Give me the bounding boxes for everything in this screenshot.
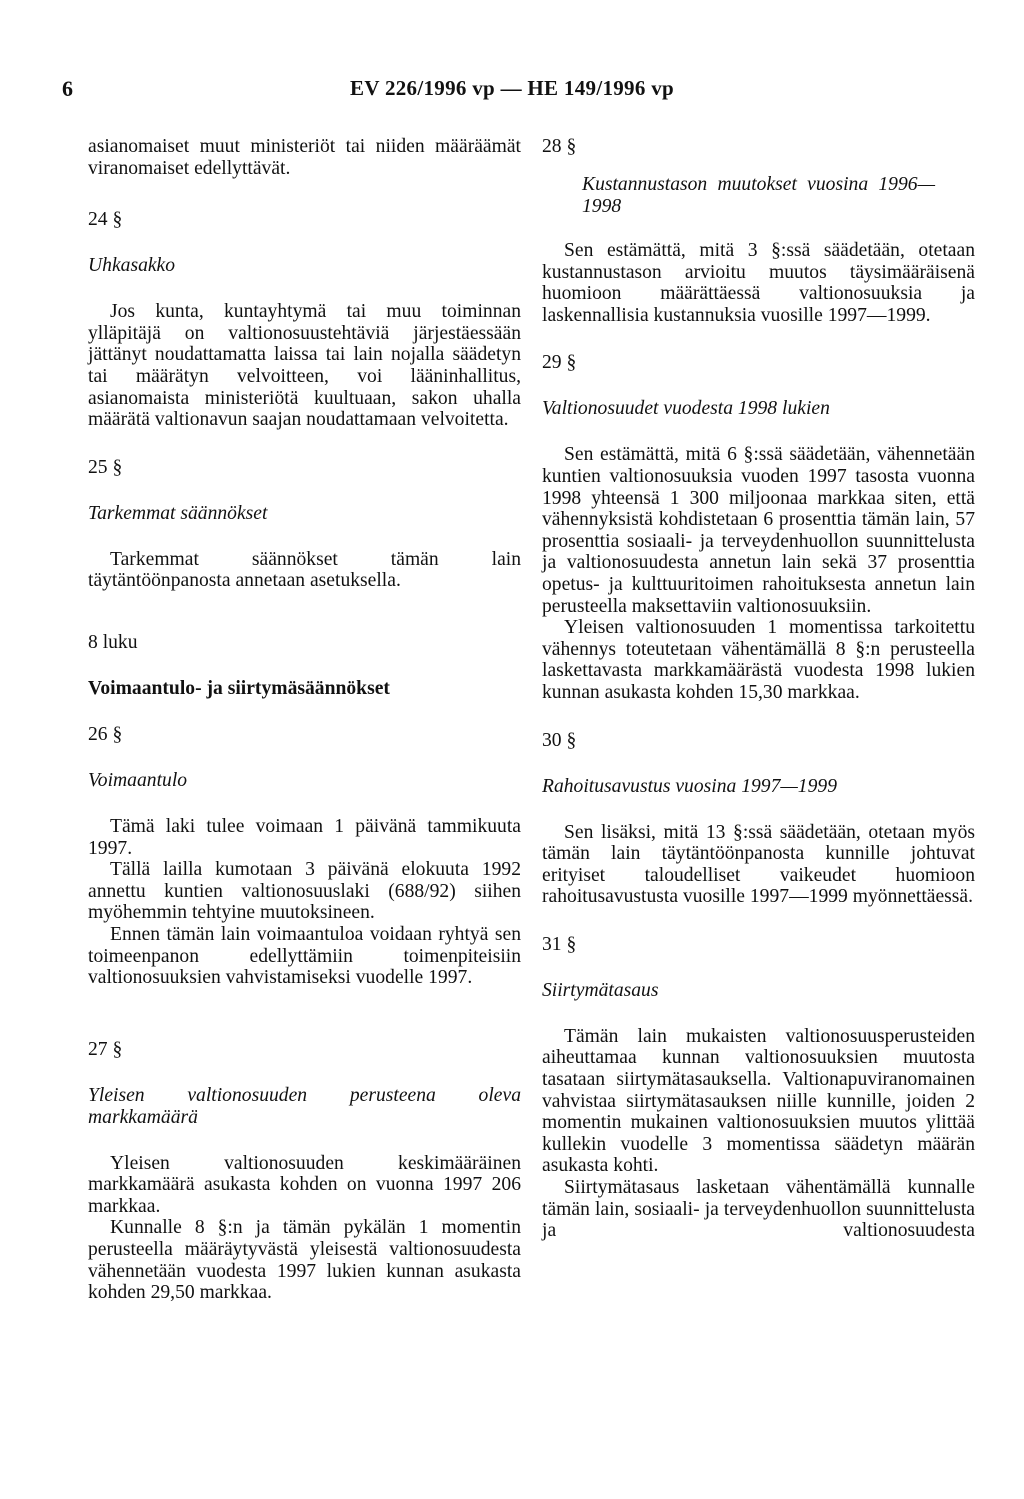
section-28-number: 28 § <box>542 136 577 157</box>
section-27-paragraph-1: Yleisen valtionosuuden keskimääräinen markkamäärä asukasta kohden on vuonna 1997 206 markkaa. <box>88 1152 521 1217</box>
chapter-number: 8 luku <box>88 631 138 653</box>
section-30-title: Rahoitusavustus vuosina 1997—1999 <box>542 775 837 797</box>
section-31-paragraph-1: Tämän lain mukaisten valtionosuusperusteiden aiheuttamaa kunnan valtionosuuksien muutosta tasataan siirtymätasauksella. Valtionapuviranomainen vahvistaa siirtymätasauksen niille kunnille, joiden 2 momentin mukainen valtionosuuksien muutos ylittää kullekin vuodelle 3 momentissa säädetyn määrän asukasta kohti. <box>542 1025 975 1177</box>
section-29-number: 29 § <box>542 352 577 374</box>
section-29-paragraph-1: Sen estämättä, mitä 6 §:ssä säädetään, vähennetään kuntien valtionosuuksia vuoden 1997 tasosta vuonna 1998 yhteensä 1 300 miljoonaa markkaa siten, että vähennyksistä kohdistetaan 6 prosenttia tämän lain, 57 prosenttia sosiaali- ja terveydenhuollon suunnittelusta ja valtionosuudesta annetun lain sekä 37 prosenttia opetus- ja kulttuuritoimen rahoituksesta annetun lain perusteella maksettaviin valtionosuuksiin. <box>542 444 975 617</box>
section-24-number: 24 § <box>88 209 123 231</box>
section-28-paragraph: Sen estämättä, mitä 3 §:ssä säädetään, otetaan kustannustason arvioitu muutos täysimääräisenä huomioon määrättäessä valtionosuuksia ja laskennallisia kustannuksia vuosille 1997—1999. <box>542 240 975 326</box>
section-28-title: Kustannustason muutokset vuosina 1996—1998 <box>582 174 935 217</box>
chapter-title: Voimaantulo- ja siirtymäsäännökset <box>88 677 390 699</box>
section-25-paragraph: Tarkemmat säännökset tämän lain täytäntöönpanosta annetaan asetuksella. <box>88 548 521 592</box>
left-column <box>88 136 521 1304</box>
section-27-number: 27 § <box>88 1038 123 1060</box>
section-29-paragraph-2: Yleisen valtionosuuden 1 momentissa tarkoitettu vähennys toteutetaan vähentämällä 8 §:n perusteella laskettavasta markkamäärästä vuodesta 1998 lukien kunnan asukasta kohden 15,30 markkaa. <box>542 617 975 703</box>
section-27-title: Yleisen valtionosuuden perusteena oleva markkamäärä <box>88 1084 521 1128</box>
section-26-number: 26 § <box>88 723 123 745</box>
section-24-title: Uhkasakko <box>88 255 176 277</box>
intro-paragraph: asianomaiset muut ministeriöt tai niiden määräämät viranomaiset edellyttävät. <box>88 136 521 179</box>
section-31-title: Siirtymätasaus <box>542 979 659 1001</box>
section-30-number: 30 § <box>542 729 577 751</box>
section-24-paragraph: Jos kunta, kuntayhtymä tai muu toiminnan ylläpitäjä on valtionosuustehtäviä järjestäessään jättänyt noudattamatta laissa tai lain nojalla säädetyn tai määrätyn velvoitteen, voi lääninhallitus, asianomaista ministeriötä kuultuaan, sakon uhalla määrätä valtionavun saajan noudattamaan velvoitetta. <box>88 301 521 431</box>
section-25-title: Tarkemmat säännökset <box>88 502 268 524</box>
page-number: 6 <box>62 76 73 101</box>
section-27-paragraph-2: Kunnalle 8 §:n ja tämän pykälän 1 momentin perusteella määräytyvästä yleisestä valtionosuudesta vähennetään vuodesta 1997 lukien kunnan asukasta kohden 29,50 markkaa. <box>88 1217 521 1304</box>
section-31-paragraph-2: Siirtymätasaus lasketaan vähentämällä kunnalle tämän lain, sosiaali- ja terveydenhuollon suunnittelusta ja valtionosuudesta <box>542 1177 975 1242</box>
section-26-paragraph-3: Ennen tämän lain voimaantuloa voidaan ryhtyä sen toimeenpanon edellyttämiin toimenpiteisiin valtionosuuksien vahvistamiseksi vuodelle 1997. <box>88 923 521 989</box>
right-column <box>542 136 975 1242</box>
running-header: EV 226/1996 vp — HE 149/1996 vp <box>350 76 674 100</box>
section-26-paragraph-2: Tällä lailla kumotaan 3 päivänä elokuuta 1992 annettu kuntien valtionosuuslaki (688/92) siihen myöhemmin tehtyine muutoksineen. <box>88 859 521 924</box>
section-26-paragraph-1: Tämä laki tulee voimaan 1 päivänä tammikuuta 1997. <box>88 815 521 859</box>
section-29-title: Valtionosuudet vuodesta 1998 lukien <box>542 398 830 420</box>
section-30-paragraph: Sen lisäksi, mitä 13 §:ssä säädetään, otetaan myös tämän lain täytäntöönpanosta kunnille johtuvat erityiset taloudelliset vaikeudet huomioon rahoitusavustusta vuosille 1997—1999 myönnettäessä. <box>542 821 975 908</box>
section-31-number: 31 § <box>542 933 577 955</box>
section-25-number: 25 § <box>88 456 123 478</box>
section-26-title: Voimaantulo <box>88 769 188 791</box>
